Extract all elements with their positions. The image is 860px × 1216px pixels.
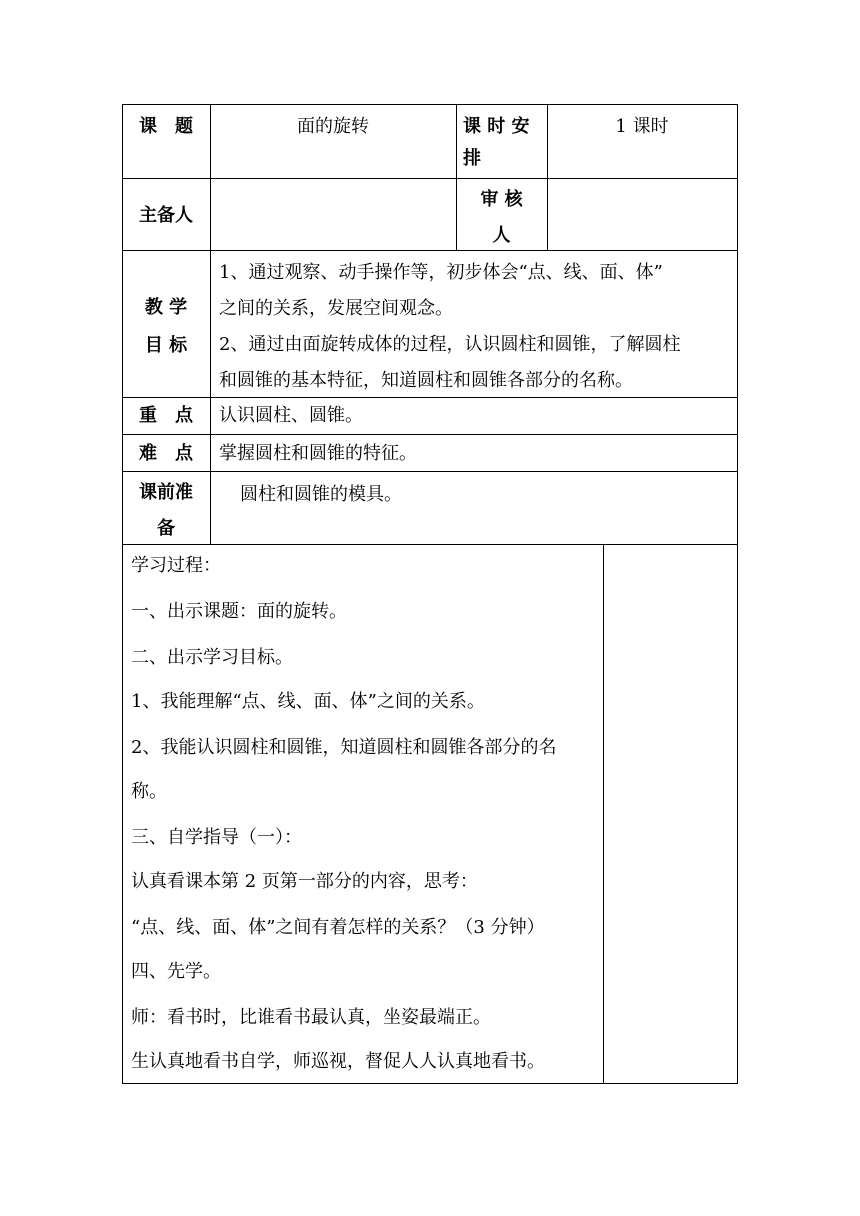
- remarks-column-divider: [603, 544, 604, 1084]
- process-line: 一、出示课题：面的旋转。: [131, 601, 347, 622]
- preparation-value: 圆柱和圆锥的模具。: [240, 484, 402, 505]
- objective-line: 和圆锥的基本特征，知道圆柱和圆锥各部分的名称。: [219, 370, 633, 391]
- objective-line: 1、通过观察、动手操作等，初步体会“点、线、面、体”: [219, 262, 663, 283]
- process-heading: 学习过程：: [131, 555, 221, 576]
- preparation-label: 课前准: [139, 482, 193, 503]
- objective-line: 2、通过由面旋转成体的过程，认识圆柱和圆锥，了解圆柱: [219, 334, 681, 355]
- process-line: 四、先学。: [131, 961, 221, 982]
- row-divider: [122, 544, 738, 545]
- key-point-value: 认识圆柱、圆锥。: [219, 405, 363, 426]
- key-point-label: 重 点: [139, 405, 193, 426]
- process-line: 师：看书时，比谁看书最认真，坐姿最端正。: [131, 1007, 491, 1028]
- row-divider: [122, 471, 738, 472]
- objective-line: 之间的关系，发展空间观念。: [219, 298, 453, 319]
- row-divider: [122, 250, 738, 251]
- process-line: 二、出示学习目标。: [131, 647, 293, 668]
- difficulty-value: 掌握圆柱和圆锥的特征。: [219, 443, 417, 464]
- process-line: 1、我能理解“点、线、面、体”之间的关系。: [131, 691, 485, 712]
- table-border-right: [737, 104, 738, 1084]
- process-line: 认真看课本第 2 页第一部分的内容，思考：: [131, 871, 478, 892]
- column-divider: [210, 104, 211, 545]
- schedule-value: 1 课时: [615, 116, 669, 137]
- objectives-label-cont: 目 标: [144, 335, 188, 356]
- process-line: 称。: [131, 781, 167, 802]
- reviewer-label-cont: 人: [492, 225, 511, 246]
- schedule-label: 课 时 安: [463, 116, 530, 137]
- process-line: 三、自学指导（一）：: [131, 827, 302, 848]
- preparation-label-cont: 备: [157, 518, 175, 539]
- preparer-label: 主备人: [139, 205, 193, 226]
- process-line: 2、我能认识圆柱和圆锥，知道圆柱和圆锥各部分的名: [131, 737, 557, 758]
- table-border-left: [122, 104, 123, 1084]
- topic-value: 面的旋转: [297, 116, 369, 137]
- topic-label: 课 题: [139, 116, 193, 137]
- table-border-top: [122, 104, 738, 105]
- process-line: “点、线、面、体”之间有着怎样的关系？（3 分钟）: [131, 917, 545, 938]
- schedule-label-cont: 排: [463, 148, 481, 169]
- difficulty-label: 难 点: [139, 443, 193, 464]
- table-border-bottom: [122, 1083, 738, 1084]
- row-divider: [122, 178, 738, 179]
- reviewer-label: 审 核: [480, 189, 523, 210]
- objectives-label: 教 学: [144, 297, 188, 318]
- process-line: 生认真地看书自学，师巡视，督促人人认真地看书。: [131, 1051, 545, 1072]
- row-divider: [122, 434, 738, 435]
